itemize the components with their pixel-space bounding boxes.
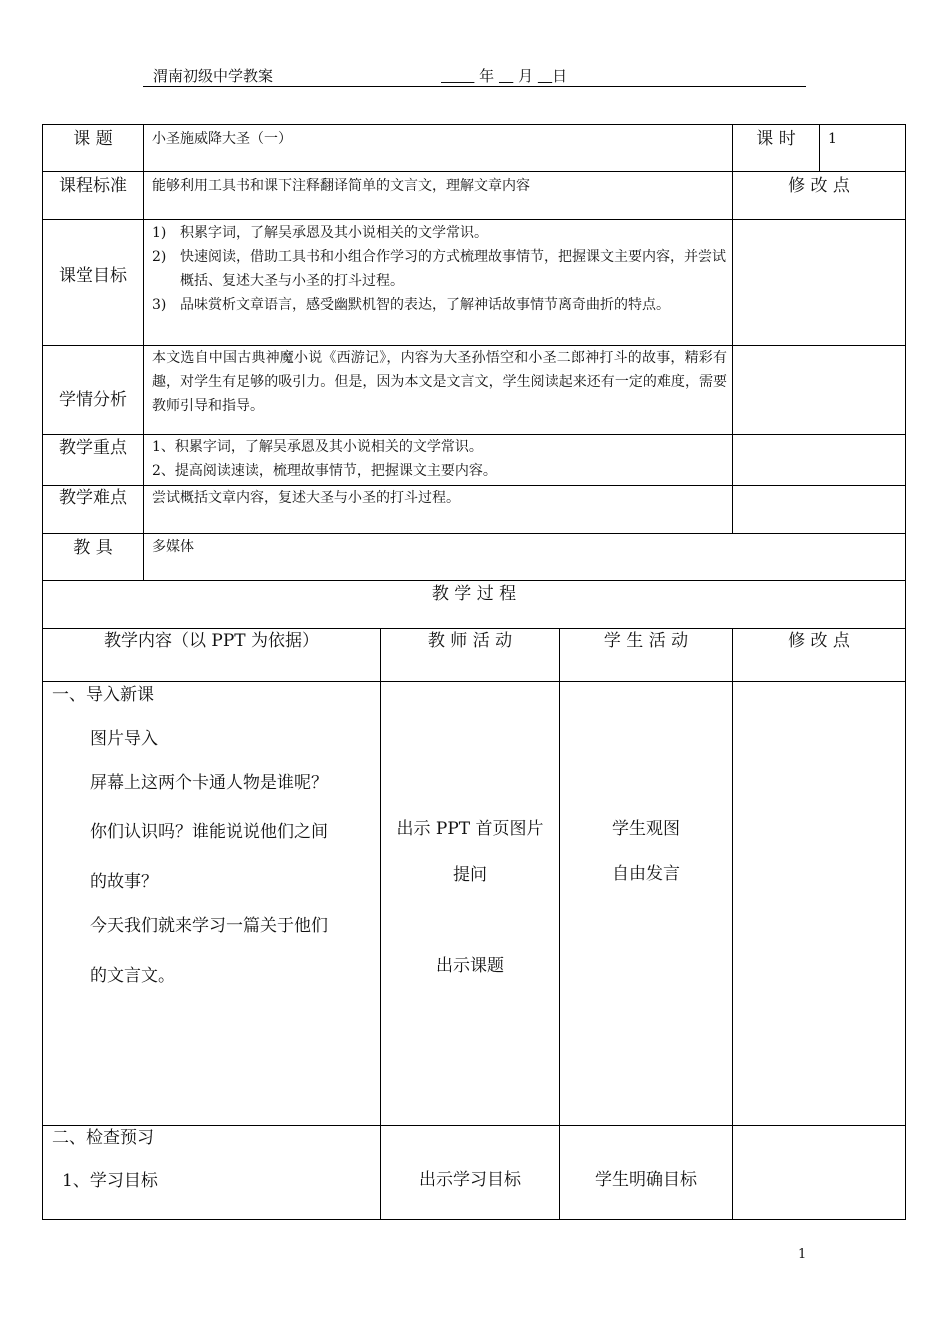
difficulty-label: 教学难点 — [59, 488, 127, 508]
standard-label: 课程标准 — [59, 176, 127, 196]
col-student-header: 学 生 活 动 — [603, 631, 689, 651]
objectives-label: 课堂目标 — [59, 266, 127, 286]
objectives-list — [152, 221, 727, 344]
year-label: 年 — [479, 67, 495, 85]
section1-line: 的故事？ — [90, 872, 158, 892]
teacher-activity: 出示 PPT 首页图片 — [396, 819, 544, 839]
section1-line: 今天我们就来学习一篇关于他们 — [90, 916, 328, 936]
objective-number: 1) — [152, 225, 167, 241]
hours-label: 课 时 — [756, 129, 796, 149]
standard-value: 能够利用工具书和课下注释翻译简单的文言文，理解文章内容 — [152, 178, 530, 194]
section2-item: 1、学习目标 — [62, 1171, 158, 1191]
section1-line: 图片导入 — [90, 729, 158, 749]
teacher-activity: 提问 — [453, 865, 487, 885]
student-activity: 学生明确目标 — [595, 1170, 697, 1190]
difficulty-text: 尝试概括文章内容，复述大圣与小圣的打斗过程。 — [152, 490, 460, 506]
objective-item — [152, 293, 727, 317]
objective-text: 快速阅读，借助工具书和小组合作学习的方式梳理故事情节，把握课文主要内容，并尝试概括、复述大圣与小圣的打斗过程。 — [180, 249, 726, 289]
objective-text: 品味赏析文章语言，感受幽默机智的表达，了解神话故事情节离奇曲折的特点。 — [180, 297, 670, 313]
col-revision-header: 修 改 点 — [788, 631, 850, 651]
topic-value: 小圣施威降大圣（一） — [152, 131, 292, 147]
objective-item — [152, 245, 727, 293]
col-content-header: 教学内容（以 PPT 为依据） — [103, 631, 320, 651]
teacher-activity: 出示课题 — [436, 956, 504, 976]
school-title: 渭南初级中学教案 — [153, 67, 274, 85]
tools-text: 多媒体 — [152, 539, 194, 555]
process-title: 教 学 过 程 — [431, 584, 517, 604]
section1-line: 你们认识吗？谁能说说他们之间 — [90, 822, 328, 842]
page-number: 1 — [798, 1247, 807, 1262]
revision-label-top: 修 改 点 — [788, 176, 850, 196]
date-line — [441, 66, 567, 86]
key-point-line: 2、提高阅读速读，梳理故事情节，把握课文主要内容。 — [152, 463, 497, 479]
page-header — [143, 66, 806, 87]
key-point-line: 1、积累字词，了解吴承恩及其小说相关的文学常识。 — [152, 439, 483, 455]
day-label: 日 — [552, 67, 568, 85]
hours-value: 1 — [828, 131, 837, 147]
section1-line: 的文言文。 — [90, 966, 175, 986]
topic-label: 课 题 — [73, 129, 113, 149]
objective-text: 积累字词，了解吴承恩及其小说相关的文学常识。 — [180, 225, 488, 241]
key-points-label: 教学重点 — [59, 438, 127, 458]
objective-item — [152, 221, 727, 245]
objective-number: 3) — [152, 297, 167, 313]
analysis-text: 本文选自中国古典神魔小说《西游记》，内容为大圣孙悟空和小圣二郎神打斗的故事，精彩有趣，对学生有足够的吸引力。但是，因为本文是文言文，学生阅读起来还有一定的难度，需要教师引导和指导。 — [152, 350, 727, 414]
student-activity: 自由发言 — [612, 864, 680, 884]
section1-line: 屏幕上这两个卡通人物是谁呢？ — [90, 773, 328, 793]
student-activity: 学生观图 — [612, 819, 680, 839]
month-label: 月 — [518, 67, 534, 85]
teacher-activity: 出示学习目标 — [419, 1170, 521, 1190]
analysis-label: 学情分析 — [59, 390, 127, 410]
section2-heading: 二、检查预习 — [52, 1128, 154, 1148]
section1-heading: 一、导入新课 — [52, 685, 154, 705]
col-teacher-header: 教 师 活 动 — [427, 631, 513, 651]
objective-number: 2) — [152, 249, 167, 265]
tools-label: 教 具 — [73, 538, 113, 558]
key-points — [152, 435, 727, 485]
